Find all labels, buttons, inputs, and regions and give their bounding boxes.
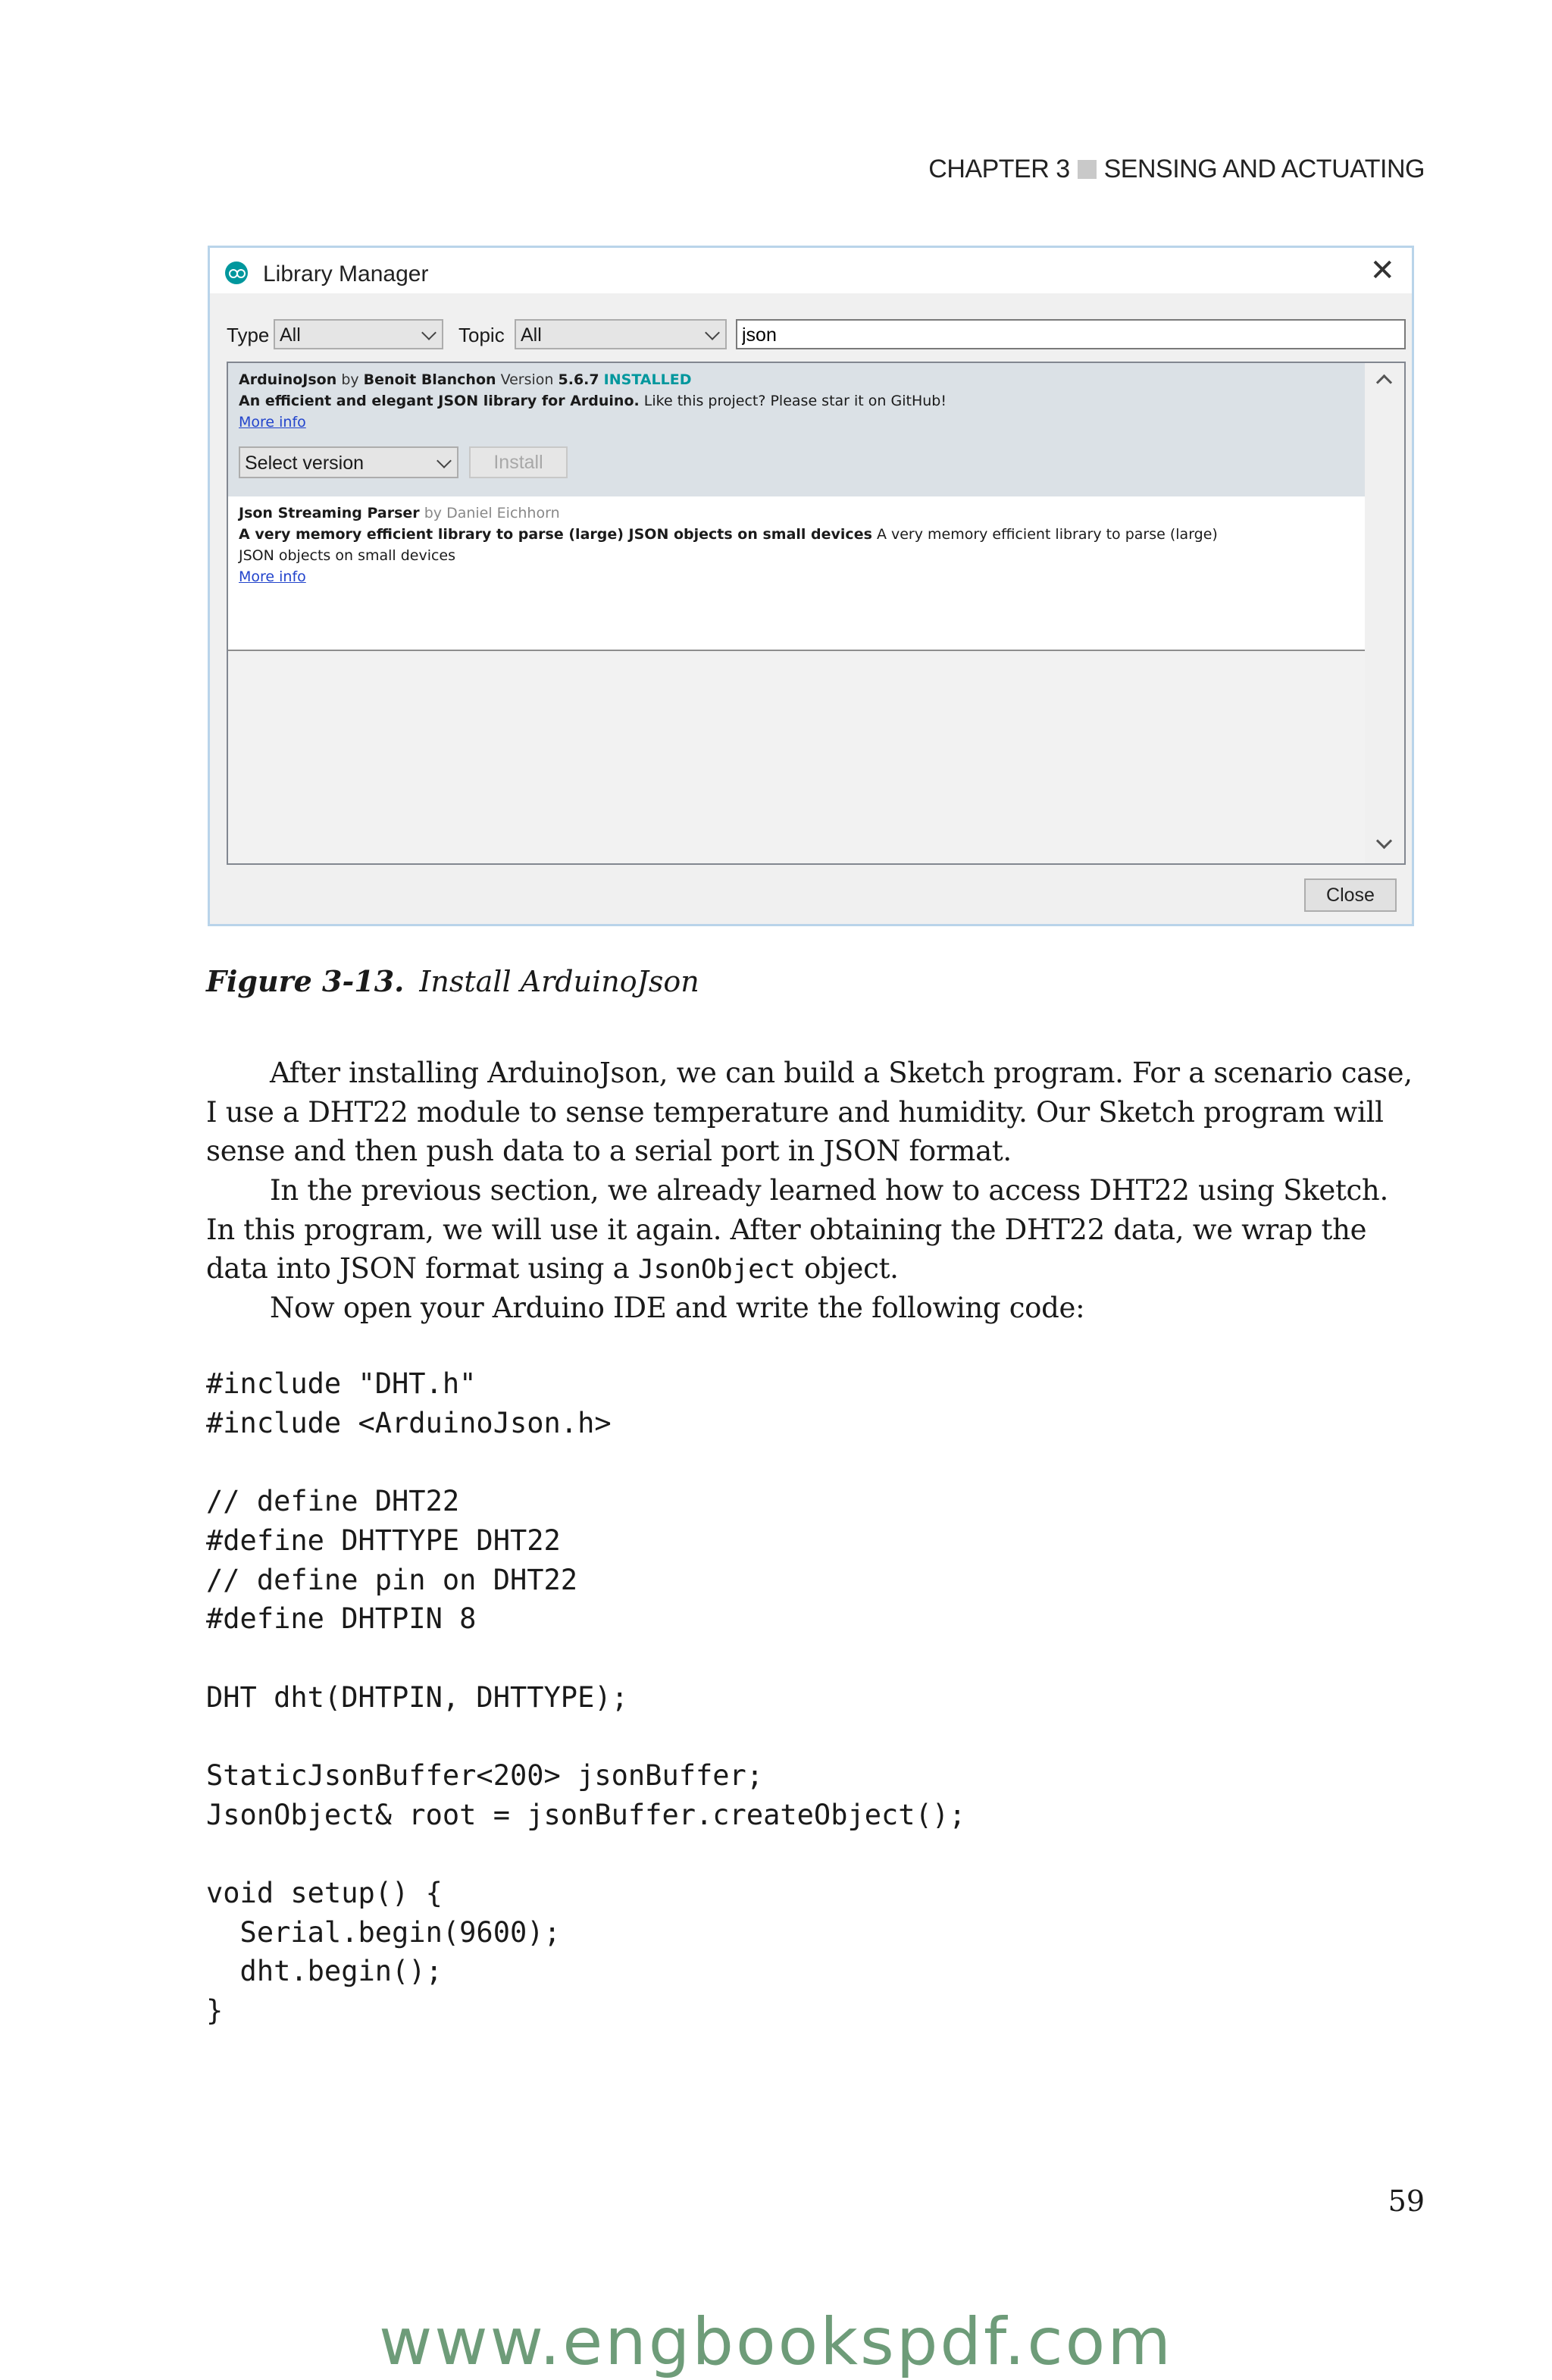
section-label: SENSING AND ACTUATING: [1103, 155, 1425, 183]
topic-select[interactable]: [515, 319, 727, 349]
arduino-icon: [225, 261, 248, 284]
library-author: Benoit Blanchon: [363, 371, 496, 388]
vertical-scrollbar[interactable]: [1365, 363, 1404, 863]
close-icon[interactable]: ✕: [1369, 254, 1395, 287]
library-description-line2: JSON objects on small devices: [239, 547, 456, 564]
library-author: Daniel Eichhorn: [446, 505, 560, 521]
code-line: [206, 1717, 965, 1756]
search-field[interactable]: [736, 319, 1406, 349]
scroll-down-icon[interactable]: [1376, 833, 1392, 849]
close-button[interactable]: Close: [1304, 878, 1397, 912]
more-info-link[interactable]: More info: [239, 568, 306, 585]
chevron-down-icon: [436, 453, 452, 468]
inline-code: JsonObject: [637, 1254, 796, 1285]
chevron-down-icon: [421, 325, 436, 340]
page-number: 59: [1388, 2184, 1425, 2218]
code-line: #include "DHT.h": [206, 1367, 477, 1400]
code-line: dht.begin();: [206, 1955, 443, 1988]
library-description-rest: A very memory efficient library to parse (large): [876, 526, 1218, 543]
library-item-arduinojson[interactable]: ArduinoJson by Benoit Blanchon Version 5.6.7 INSTALLED An efficient and elegant JSON library for Arduino. Like this project? Please star it on GitHub! More info Select version Install: [228, 363, 1365, 496]
figure-title: Install ArduinoJson: [419, 965, 699, 998]
search-input[interactable]: [737, 321, 1380, 349]
chevron-down-icon: [705, 325, 720, 340]
type-select-value: All: [280, 324, 301, 346]
library-item-json-streaming-parser[interactable]: Json Streaming Parser by Daniel Eichhorn A very memory efficient library to parse (large) JSON objects on small devices A very memory efficient library to parse (large) JSON objects on small devices More info: [228, 496, 1365, 651]
library-name: Json Streaming Parser: [239, 505, 420, 521]
code-line: #define DHTTYPE DHT22: [206, 1524, 561, 1557]
code-line: StaticJsonBuffer<200> jsonBuffer;: [206, 1758, 764, 1792]
running-head: [928, 155, 1425, 184]
topic-label: Topic: [458, 324, 505, 346]
code-line: DHT dht(DHTPIN, DHTTYPE);: [206, 1680, 628, 1714]
code-line: [206, 1834, 965, 1874]
filter-row: [227, 319, 1400, 349]
library-description-rest: Like this project? Please star it on GitHub!: [643, 393, 947, 409]
more-info-link[interactable]: More info: [239, 414, 306, 431]
code-listing: [206, 1364, 965, 2031]
separator-square: [1078, 160, 1097, 179]
figure-caption: [206, 964, 699, 998]
install-button[interactable]: Install: [469, 446, 568, 478]
type-select[interactable]: [274, 319, 443, 349]
code-line: // define pin on DHT22: [206, 1563, 578, 1596]
library-version: 5.6.7: [558, 371, 599, 388]
code-line: // define DHT22: [206, 1485, 460, 1518]
window-titlebar: [210, 248, 1412, 293]
figure-number: Figure 3-13.: [206, 964, 405, 998]
code-line: #include <ArduinoJson.h>: [206, 1406, 612, 1439]
watermark: www.engbookspdf.com: [378, 2304, 1174, 2380]
code-line: void setup() {: [206, 1877, 443, 1910]
code-line: }: [206, 1994, 224, 2028]
topic-select-value: All: [521, 324, 542, 346]
window-title: Library Manager: [263, 261, 429, 287]
paragraph-3: Now open your Arduino IDE and write the following code:: [270, 1292, 1085, 1324]
code-line: #define DHTPIN 8: [206, 1602, 477, 1636]
library-list: [227, 362, 1406, 865]
code-line: [206, 1639, 965, 1678]
library-manager-window: [208, 246, 1414, 926]
code-line: [206, 1442, 965, 1482]
chapter-label: CHAPTER 3: [928, 155, 1070, 183]
type-label: Type: [227, 324, 270, 346]
library-description-bold: A very memory efficient library to parse (large) JSON objects on small devices: [239, 526, 872, 543]
code-line: JsonObject& root = jsonBuffer.createObject();: [206, 1798, 966, 1831]
paragraph-1: After installing ArduinoJson, we can build a Sketch program. For a scenario case, I use a DHT22 module to sense temperature and humidity. Our Sketch program will sense and then push data to a serial port in JSON format.: [206, 1057, 1413, 1167]
code-line: Serial.begin(9600);: [206, 1915, 561, 1949]
library-description-bold: An efficient and elegant JSON library for Arduino.: [239, 393, 640, 409]
scroll-up-icon[interactable]: [1376, 374, 1392, 390]
installed-badge: INSTALLED: [603, 371, 692, 388]
paragraph-2: In the previous section, we already learned how to access DHT22 using Sketch. In this program, we will use it again. After obtaining the DHT22 data, we wrap the data into JSON format using a JsonObject object.: [206, 1174, 1388, 1285]
select-version-dropdown[interactable]: Select version: [239, 446, 458, 478]
library-name: ArduinoJson: [239, 371, 337, 388]
